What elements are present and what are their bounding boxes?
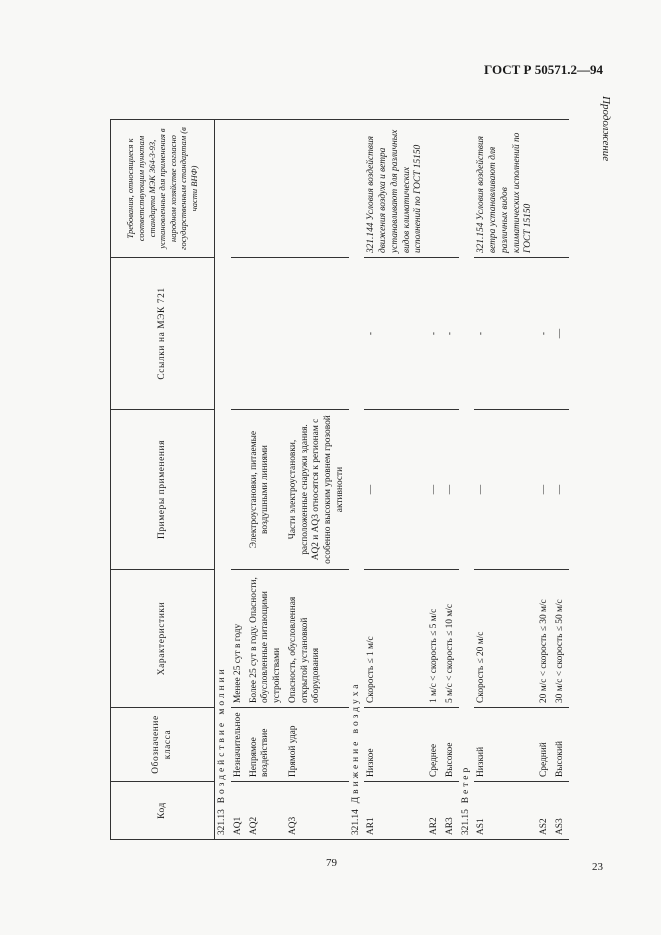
characteristics-cell: Более 25 сут в году. Опасности, обусловленные питающими устройствами: [247, 570, 286, 708]
requirement-cell: 321.144 Условия воздействия движения воздуха и ветра устанавливают для различных видов климатических исполнений по ГОСТ 15150: [364, 120, 427, 258]
document-header: ГОСТ Р 50571.2—94: [484, 62, 603, 77]
section-number: 321.15: [460, 809, 471, 835]
code-cell: AR2: [427, 782, 443, 840]
characteristics-cell: 1 м/с < скорость ≤ 5 м/с: [427, 570, 443, 708]
iec-ref-cell: -: [443, 258, 459, 410]
section-row: [215, 120, 231, 840]
requirement-cell: [427, 120, 443, 258]
requirement-cell: 321.154 Условия воздействия ветра устанавливают для различных видов климатических исполнений по ГОСТ 15150: [474, 120, 537, 258]
class-cell: Непрямое воздействие: [247, 708, 286, 782]
class-cell: Низкое: [364, 708, 427, 782]
requirement-cell: [553, 120, 569, 258]
example-cell: —: [427, 410, 443, 570]
section-heading: Воздействие молнии: [217, 666, 227, 804]
col-header-requirements: Требования, относящиеся к соответствующим пунктам стандарта МЭК 364-3-93, установленные для применения в народном хозяйстве согласно государственным стандартам (в части ВНФ): [111, 120, 215, 258]
col-header-class: Обозначение класса: [111, 708, 215, 782]
requirement-cell: [247, 120, 286, 258]
requirement-cell: [231, 120, 247, 258]
example-cell: —: [537, 410, 553, 570]
characteristics-cell: 30 м/с < скорость ≤ 50 м/с: [553, 570, 569, 708]
section-title: [215, 120, 231, 840]
characteristics-cell: Опасность, обусловленная открытой установкой оборудования: [286, 570, 349, 708]
table-row: [364, 120, 427, 840]
page-number-center: 79: [326, 857, 337, 869]
section-heading: Движение воздуха: [350, 681, 361, 804]
class-cell: Среднее: [427, 708, 443, 782]
table-row: [427, 120, 443, 840]
class-cell: Высокий: [553, 708, 569, 782]
table-row: [231, 120, 247, 840]
code-cell: AR3: [443, 782, 459, 840]
iec-ref-cell: [247, 258, 286, 410]
code-cell: AQ3: [286, 782, 349, 840]
table-row: [553, 120, 569, 840]
section-heading: Ветер: [460, 764, 471, 804]
characteristics-cell: Скорость ≤ 20 м/с: [474, 570, 537, 708]
table-body: [215, 120, 569, 840]
col-header-characteristics: Характеристики: [111, 570, 215, 708]
table-row: [247, 120, 286, 840]
col-header-examples: Примеры применения: [111, 410, 215, 570]
table-row: [286, 120, 349, 840]
class-cell: Прямой удар: [286, 708, 349, 782]
code-cell: AQ1: [231, 782, 247, 840]
iec-ref-cell: -: [474, 258, 537, 410]
class-cell: Незначительное: [231, 708, 247, 782]
table-row: [443, 120, 459, 840]
example-cell: [231, 410, 247, 570]
col-header-iec-refs: Ссылки на МЭК 721: [111, 258, 215, 410]
requirement-cell: [286, 120, 349, 258]
requirement-cell: [443, 120, 459, 258]
col-header-code: Код: [111, 782, 215, 840]
requirement-cell: [537, 120, 553, 258]
example-cell: —: [364, 410, 427, 570]
section-title: [349, 120, 365, 840]
iec-ref-cell: -: [364, 258, 427, 410]
classification-table: [110, 119, 569, 840]
characteristics-cell: Скорость ≤ 1 м/с: [364, 570, 427, 708]
class-cell: Высокое: [443, 708, 459, 782]
characteristics-cell: 20 м/с < скорость ≤ 30 м/с: [537, 570, 553, 708]
code-cell: AS2: [537, 782, 553, 840]
iec-ref-cell: [286, 258, 349, 410]
characteristics-cell: Менее 25 сут в году: [231, 570, 247, 708]
continuation-label: Продолжение: [600, 96, 612, 162]
section-row: [459, 120, 475, 840]
example-cell: —: [553, 410, 569, 570]
rotated-table-container: [110, 120, 565, 840]
code-cell: AQ2: [247, 782, 286, 840]
example-cell: Части электроустановки, расположенные снаружи здания. AQ2 и AQ3 относятся к регионам с особенно высоким уровнем грозовой активности: [286, 410, 349, 570]
table-row: [474, 120, 537, 840]
class-cell: Низкий: [474, 708, 537, 782]
iec-ref-cell: —: [553, 258, 569, 410]
iec-ref-cell: -: [427, 258, 443, 410]
code-cell: AR1: [364, 782, 427, 840]
iec-ref-cell: [231, 258, 247, 410]
section-number: 321.13: [217, 809, 227, 835]
code-cell: AS3: [553, 782, 569, 840]
section-row: [349, 120, 365, 840]
characteristics-cell: 5 м/с < скорость ≤ 10 м/с: [443, 570, 459, 708]
section-number: 321.14: [350, 809, 361, 835]
example-cell: —: [443, 410, 459, 570]
code-cell: AS1: [474, 782, 537, 840]
example-cell: —: [474, 410, 537, 570]
iec-ref-cell: -: [537, 258, 553, 410]
page-number: 23: [592, 861, 603, 873]
table-row: [537, 120, 553, 840]
section-title: [459, 120, 475, 840]
class-cell: Средний: [537, 708, 553, 782]
example-cell: Электроустановки, питаемые воздушными линиями: [247, 410, 286, 570]
